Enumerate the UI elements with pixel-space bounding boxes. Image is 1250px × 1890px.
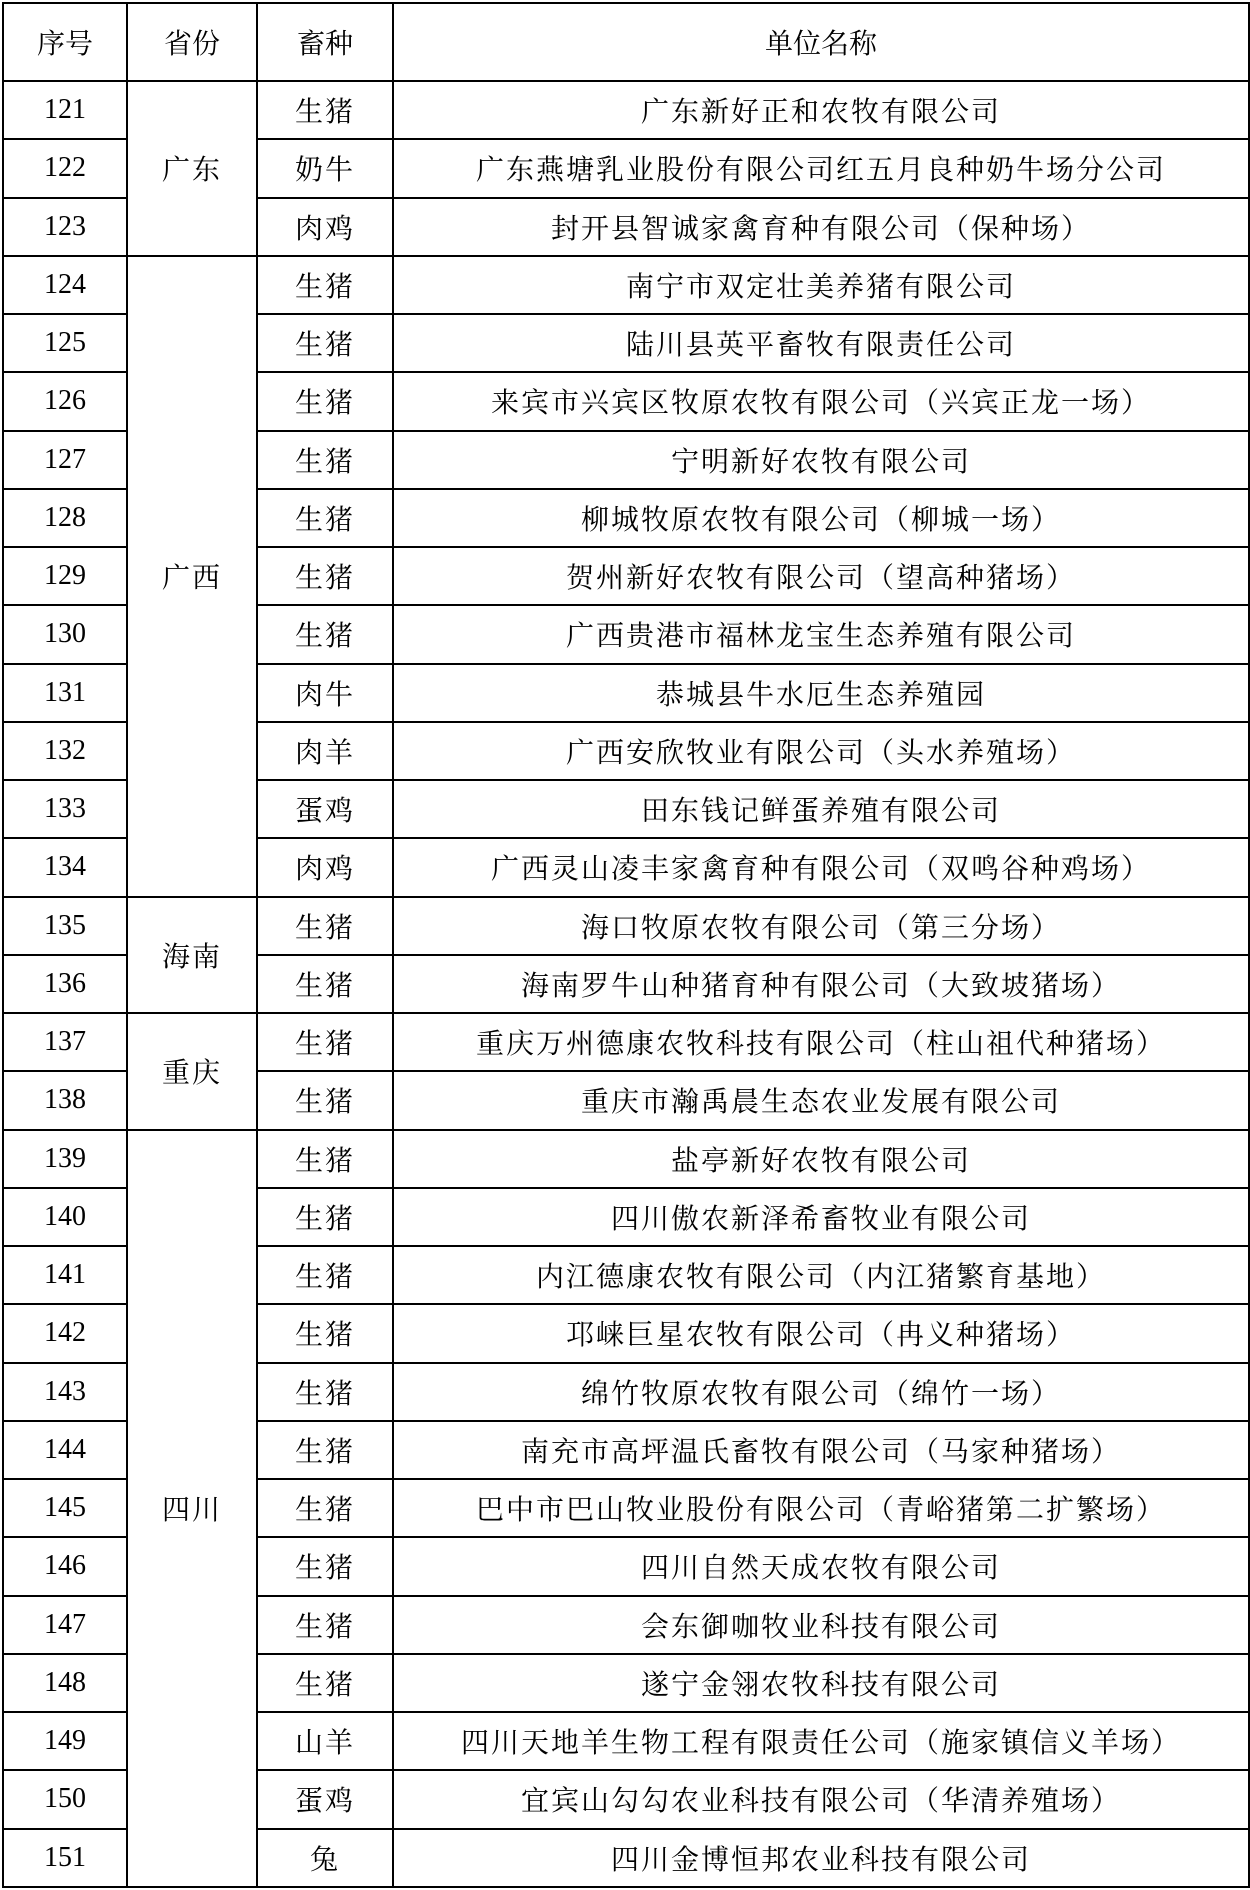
cell-seq: 143 (3, 1363, 127, 1421)
cell-seq: 138 (3, 1071, 127, 1129)
cell-species: 生猪 (257, 431, 393, 489)
cell-seq: 133 (3, 780, 127, 838)
cell-seq: 125 (3, 314, 127, 372)
cell-seq: 139 (3, 1130, 127, 1188)
cell-seq: 130 (3, 605, 127, 663)
table-row (3, 1013, 1249, 1071)
cell-species: 山羊 (257, 1712, 393, 1770)
cell-unit-name: 柳城牧原农牧有限公司（柳城一场） (393, 489, 1249, 547)
cell-seq: 121 (3, 81, 127, 139)
cell-seq: 122 (3, 139, 127, 197)
cell-unit-name: 贺州新好农牧有限公司（望高种猪场） (393, 547, 1249, 605)
cell-species: 生猪 (257, 547, 393, 605)
cell-species: 生猪 (257, 1654, 393, 1712)
cell-seq: 142 (3, 1304, 127, 1362)
cell-species: 生猪 (257, 897, 393, 955)
cell-species: 肉鸡 (257, 838, 393, 896)
cell-seq: 129 (3, 547, 127, 605)
cell-species: 生猪 (257, 1304, 393, 1362)
cell-unit-name: 四川自然天成农牧有限公司 (393, 1537, 1249, 1595)
cell-seq: 149 (3, 1712, 127, 1770)
table-body (3, 81, 1249, 1887)
cell-unit-name: 巴中市巴山牧业股份有限公司（青峪猪第二扩繁场） (393, 1479, 1249, 1537)
cell-species: 蛋鸡 (257, 780, 393, 838)
cell-seq: 146 (3, 1537, 127, 1595)
cell-unit-name: 陆川县英平畜牧有限责任公司 (393, 314, 1249, 372)
cell-species: 生猪 (257, 1013, 393, 1071)
cell-seq: 151 (3, 1829, 127, 1888)
cell-seq: 126 (3, 372, 127, 430)
cell-unit-name: 恭城县牛水厄生态养殖园 (393, 664, 1249, 722)
cell-unit-name: 绵竹牧原农牧有限公司（绵竹一场） (393, 1363, 1249, 1421)
cell-seq: 147 (3, 1596, 127, 1654)
cell-unit-name: 宁明新好农牧有限公司 (393, 431, 1249, 489)
cell-unit-name: 四川金博恒邦农业科技有限公司 (393, 1829, 1249, 1888)
header-province: 省份 (127, 3, 257, 81)
cell-seq: 131 (3, 664, 127, 722)
table-row (3, 256, 1249, 314)
cell-species: 生猪 (257, 1537, 393, 1595)
cell-unit-name: 广西灵山凌丰家禽育种有限公司（双鸣谷种鸡场） (393, 838, 1249, 896)
cell-unit-name: 广东燕塘乳业股份有限公司红五月良种奶牛场分公司 (393, 139, 1249, 197)
table-row (3, 897, 1249, 955)
cell-province: 广东 (127, 81, 257, 256)
cell-seq: 128 (3, 489, 127, 547)
header-unit-name: 单位名称 (393, 3, 1249, 81)
header-species: 畜种 (257, 3, 393, 81)
cell-species: 生猪 (257, 256, 393, 314)
cell-species: 生猪 (257, 314, 393, 372)
cell-province: 四川 (127, 1130, 257, 1888)
cell-seq: 137 (3, 1013, 127, 1071)
cell-species: 生猪 (257, 1188, 393, 1246)
cell-species: 肉鸡 (257, 198, 393, 256)
cell-seq: 136 (3, 955, 127, 1013)
cell-seq: 134 (3, 838, 127, 896)
cell-species: 生猪 (257, 605, 393, 663)
cell-seq: 140 (3, 1188, 127, 1246)
cell-unit-name: 南充市高坪温氏畜牧有限公司（马家种猪场） (393, 1421, 1249, 1479)
cell-seq: 145 (3, 1479, 127, 1537)
cell-unit-name: 海口牧原农牧有限公司（第三分场） (393, 897, 1249, 955)
cell-species: 生猪 (257, 372, 393, 430)
cell-species: 生猪 (257, 1479, 393, 1537)
cell-unit-name: 重庆万州德康农牧科技有限公司（柱山祖代种猪场） (393, 1013, 1249, 1071)
cell-species: 奶牛 (257, 139, 393, 197)
cell-unit-name: 广西安欣牧业有限公司（头水养殖场） (393, 722, 1249, 780)
cell-species: 生猪 (257, 1596, 393, 1654)
cell-species: 肉羊 (257, 722, 393, 780)
cell-unit-name: 邛崃巨星农牧有限公司（冉义种猪场） (393, 1304, 1249, 1362)
cell-seq: 127 (3, 431, 127, 489)
cell-species: 肉牛 (257, 664, 393, 722)
cell-seq: 144 (3, 1421, 127, 1479)
cell-seq: 150 (3, 1770, 127, 1828)
cell-unit-name: 来宾市兴宾区牧原农牧有限公司（兴宾正龙一场） (393, 372, 1249, 430)
cell-unit-name: 会东御咖牧业科技有限公司 (393, 1596, 1249, 1654)
cell-province: 海南 (127, 897, 257, 1014)
cell-unit-name: 四川傲农新泽希畜牧业有限公司 (393, 1188, 1249, 1246)
cell-species: 兔 (257, 1829, 393, 1888)
cell-species: 生猪 (257, 1363, 393, 1421)
cell-unit-name: 重庆市瀚禹晨生态农业发展有限公司 (393, 1071, 1249, 1129)
cell-species: 生猪 (257, 489, 393, 547)
cell-province: 重庆 (127, 1013, 257, 1130)
cell-unit-name: 南宁市双定壮美养猪有限公司 (393, 256, 1249, 314)
cell-unit-name: 广东新好正和农牧有限公司 (393, 81, 1249, 139)
cell-seq: 135 (3, 897, 127, 955)
cell-seq: 148 (3, 1654, 127, 1712)
header-row (3, 3, 1249, 81)
cell-seq: 132 (3, 722, 127, 780)
cell-province: 广西 (127, 256, 257, 897)
cell-species: 生猪 (257, 1421, 393, 1479)
cell-unit-name: 遂宁金翎农牧科技有限公司 (393, 1654, 1249, 1712)
cell-unit-name: 宜宾山勾勾农业科技有限公司（华清养殖场） (393, 1770, 1249, 1828)
cell-species: 生猪 (257, 1246, 393, 1304)
cell-unit-name: 广西贵港市福林龙宝生态养殖有限公司 (393, 605, 1249, 663)
cell-unit-name: 封开县智诚家禽育种有限公司（保种场） (393, 198, 1249, 256)
cell-unit-name: 田东钱记鲜蛋养殖有限公司 (393, 780, 1249, 838)
table-row (3, 1130, 1249, 1188)
cell-unit-name: 海南罗牛山种猪育种有限公司（大致坡猪场） (393, 955, 1249, 1013)
cell-seq: 123 (3, 198, 127, 256)
cell-seq: 141 (3, 1246, 127, 1304)
cell-species: 生猪 (257, 81, 393, 139)
table-row (3, 81, 1249, 139)
cell-unit-name: 四川天地羊生物工程有限责任公司（施家镇信义羊场） (393, 1712, 1249, 1770)
cell-species: 蛋鸡 (257, 1770, 393, 1828)
header-seq: 序号 (3, 3, 127, 81)
cell-unit-name: 盐亭新好农牧有限公司 (393, 1130, 1249, 1188)
cell-species: 生猪 (257, 955, 393, 1013)
registry-table (2, 2, 1250, 1888)
cell-species: 生猪 (257, 1130, 393, 1188)
cell-unit-name: 内江德康农牧有限公司（内江猪繁育基地） (393, 1246, 1249, 1304)
cell-species: 生猪 (257, 1071, 393, 1129)
cell-seq: 124 (3, 256, 127, 314)
